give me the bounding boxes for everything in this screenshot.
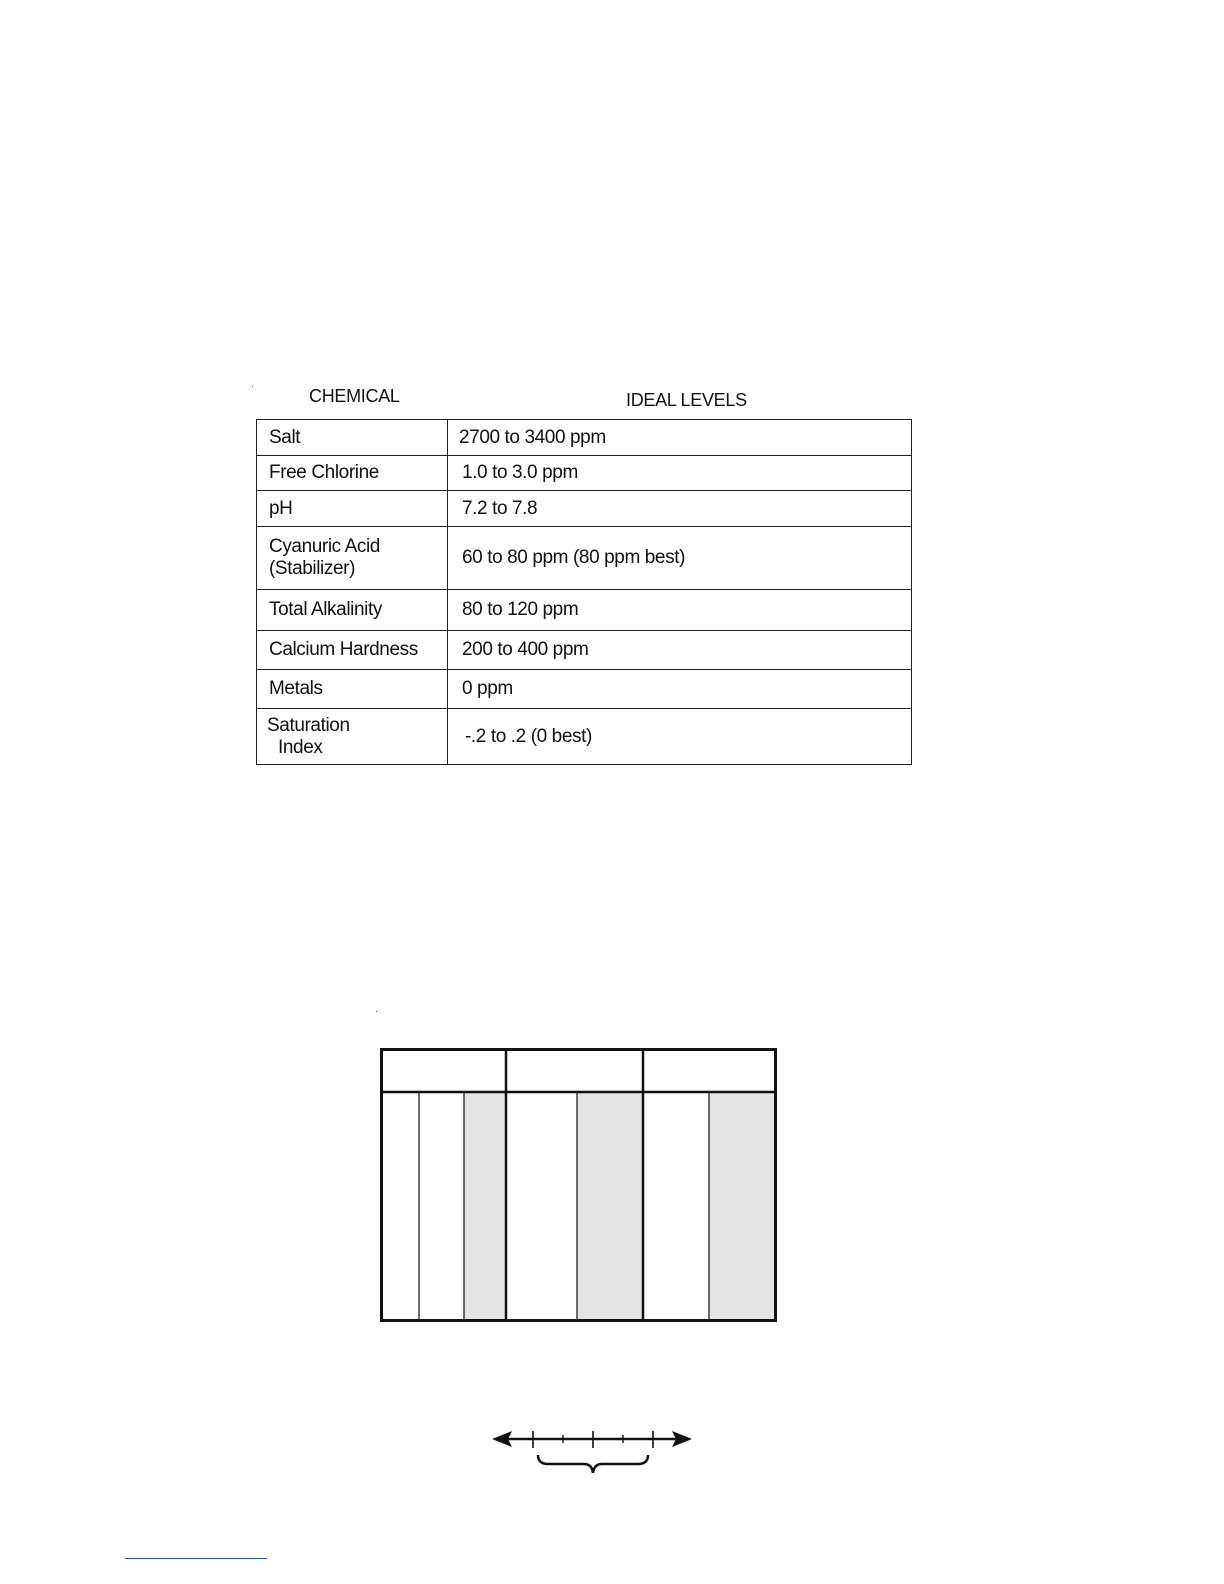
- level-value: 0 ppm: [462, 678, 513, 699]
- chemical-column-header: CHEMICAL: [309, 386, 400, 406]
- chemical-name: Metals: [269, 678, 323, 699]
- chemical-cell: [257, 491, 448, 527]
- level-cell: [448, 491, 912, 527]
- chemical-cell: [257, 527, 448, 590]
- chemical-name: Total Alkalinity: [269, 599, 382, 620]
- blank-grid-figure: [380, 1048, 778, 1324]
- level-cell: [448, 420, 912, 456]
- chemical-cell: [257, 456, 448, 491]
- table-row: [257, 527, 912, 590]
- footnote-separator-line: [125, 1558, 267, 1559]
- chemical-name-subline: Index: [278, 736, 323, 758]
- level-value: 7.2 to 7.8: [462, 497, 538, 519]
- chemical-name: Saturation: [267, 714, 350, 736]
- shaded-column: [709, 1093, 775, 1321]
- level-cell: [448, 590, 912, 631]
- level-value: 200 to 400 ppm: [462, 639, 589, 660]
- level-value: -.2 to .2 (0 best): [465, 725, 592, 747]
- chemical-name: Free Chlorine: [269, 462, 379, 483]
- chemical-cell: [257, 420, 448, 456]
- table-row: [257, 670, 912, 709]
- table-row: [257, 491, 912, 527]
- number-line-arrow-icon: [490, 1420, 700, 1480]
- chemical-cell: [257, 670, 448, 709]
- ideal-levels-table: [256, 419, 912, 765]
- table-row: [257, 631, 912, 670]
- level-value: 2700 to 3400 ppm: [459, 426, 606, 448]
- level-value: 60 to 80 ppm (80 ppm best): [462, 547, 686, 568]
- ideal-levels-column-header: IDEAL LEVELS: [626, 390, 747, 410]
- shaded-column: [577, 1093, 642, 1321]
- shaded-column: [464, 1093, 505, 1321]
- chemical-name: pH: [269, 497, 293, 519]
- level-cell: [448, 527, 912, 590]
- chemical-name: Calcium Hardness: [269, 639, 418, 660]
- scan-speck: [252, 386, 253, 387]
- table-row: [257, 590, 912, 631]
- chemical-name: Salt: [269, 426, 301, 448]
- level-cell: [448, 456, 912, 491]
- chemical-name: Cyanuric Acid: [269, 536, 380, 557]
- table-row: [257, 420, 912, 456]
- level-value: 1.0 to 3.0 ppm: [462, 462, 578, 483]
- chemical-cell: [257, 590, 448, 631]
- scan-speck: [376, 1011, 377, 1012]
- table-row: [257, 456, 912, 491]
- chemical-name-subline: (Stabilizer): [269, 558, 355, 579]
- curly-brace-icon: [538, 1455, 648, 1473]
- chemical-cell: [257, 709, 448, 765]
- level-cell: [448, 631, 912, 670]
- level-cell: [448, 709, 912, 765]
- level-value: 80 to 120 ppm: [462, 599, 579, 620]
- table-row: [257, 709, 912, 765]
- chemical-cell: [257, 631, 448, 670]
- level-cell: [448, 670, 912, 709]
